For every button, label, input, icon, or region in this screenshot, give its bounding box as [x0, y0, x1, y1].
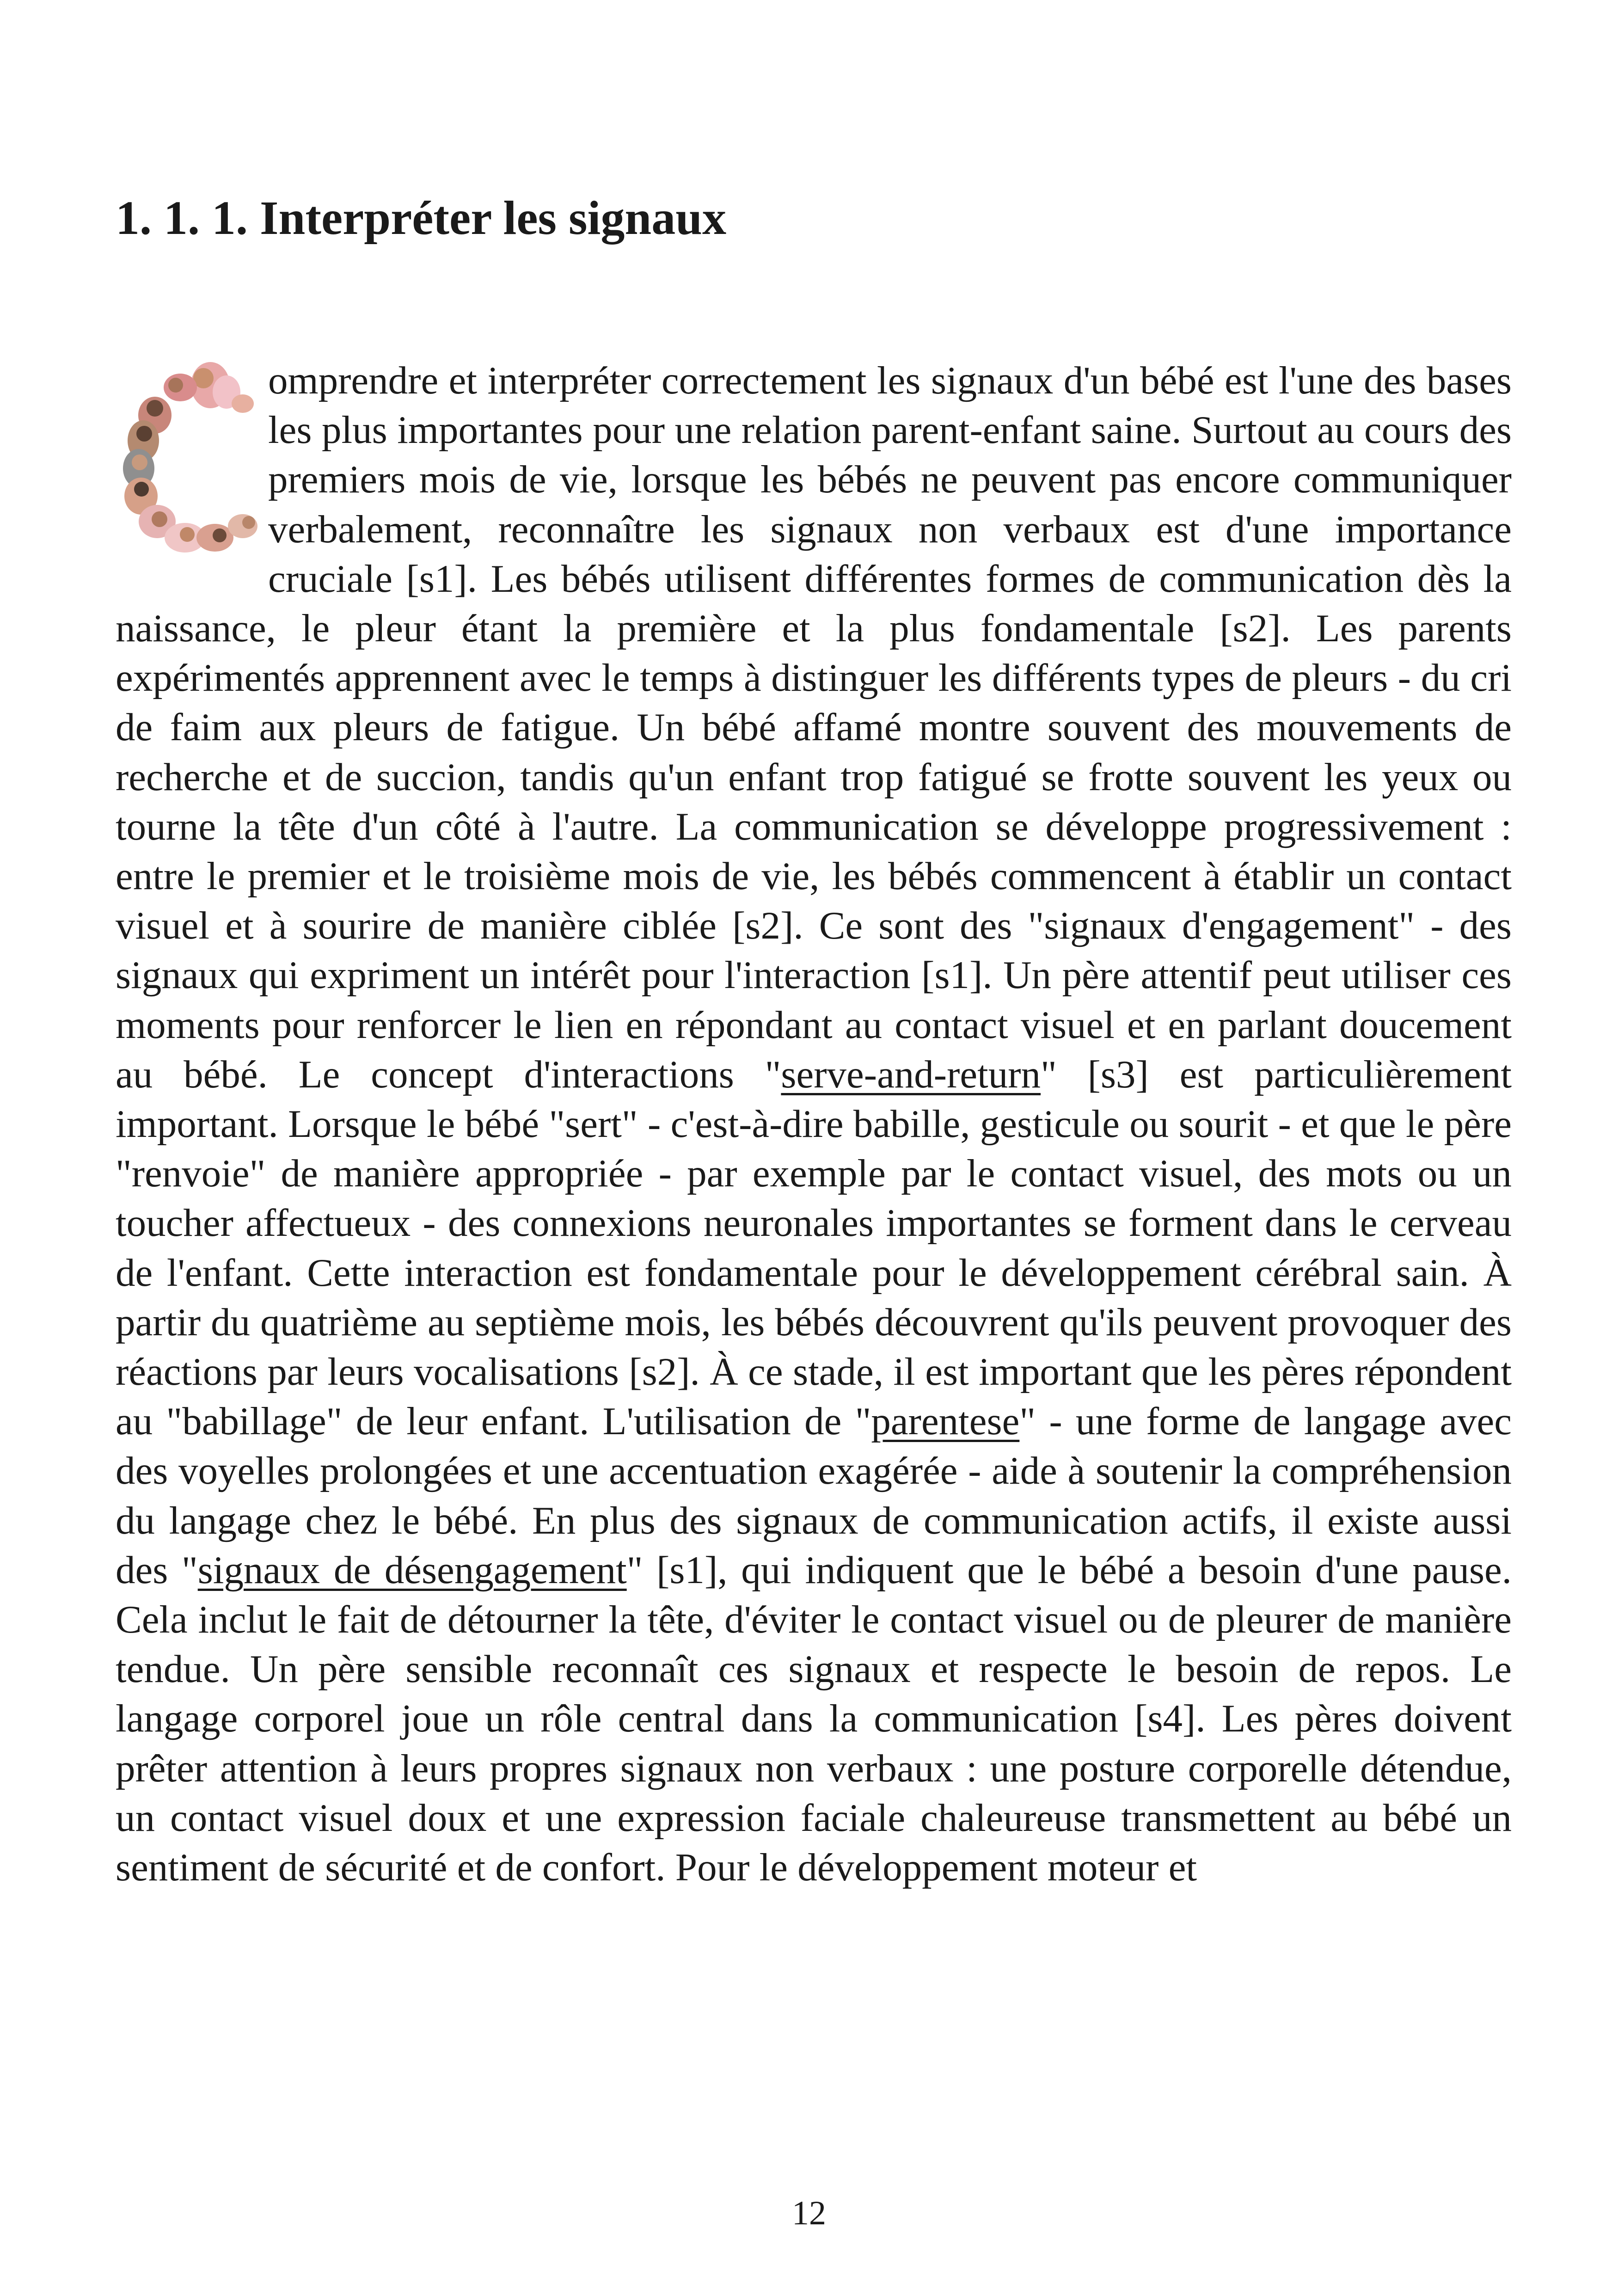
link-parentese[interactable]: parentese	[871, 1400, 1020, 1443]
body-text-segment: omprendre et interpréter correctement les signaux d'un bébé est l'une des bases les plus importantes pour une relation parent-enfant saine. Surtout au cours des premiers mois de vie, lorsque les bébés ne peuvent pas encore communiquer verbalement, reconnaître les signaux non verbaux est d'une importance cruciale [s1]. Les bébés utilisent différentes formes de communication dès la naissance, le pleur étant la première et la plus fondamentale [s2]. Les parents expérimentés apprennent avec le temps à distinguer les différents types de pleurs - du cri de faim aux pleurs de fatigue. Un bébé affamé montre souvent des mouvements de recherche et de succion, tandis qu'un enfant trop fatigué se frotte souvent les yeux ou tourne la tête d'un côté à l'autre. La communication se développe progressivement : entre le premier et le troisième mois de vie, les bébés commencent à établir un contact visuel et à sourire de manière ciblée [s2]. Ce sont des "signaux d'engagement" - des signaux qui expriment un intérêt pour l'interaction [s1]. Un père attentif peut utiliser ces moments pour renforcer le lien en répondant au contact visuel et en parlant doucement au bébé. Le concept d'interactions "	[116, 359, 1512, 1096]
link-serve-and-return[interactable]: serve-and-return	[781, 1052, 1041, 1096]
link-signaux-de-desengagement[interactable]: signaux de désengagement	[197, 1548, 627, 1592]
page-number: 12	[792, 2194, 826, 2232]
dropcap-figure-group	[123, 362, 257, 553]
body-paragraph	[116, 356, 1512, 1892]
body-text-segment: " [s3] est particulièrement important. Lorsque le bébé "sert" - c'est-à-dire babille, gesticule ou sourit - et que le père "renvoie" de manière appropriée - par exemple par le contact visuel, des mots ou un toucher affectueux - des connexions neuronales importantes se forment dans le cerveau de l'enfant. Cette interaction est fondamentale pour le développement cérébral sain. À partir du quatrième au septième mois, les bébés découvrent qu'ils peuvent provoquer des réactions par leurs vocalisations [s2]. À ce stade, il est important que les pères répondent au "babillage" de leur enfant. L'utilisation de "	[116, 1052, 1512, 1443]
dropcap-c-image	[111, 360, 264, 559]
body-text-segment: " - une forme de langage avec des voyelles prolongées et une accentuation exagérée - aide à soutenir la compréhension du langage chez le bébé. En plus des signaux de communication actifs, il existe aussi des "	[116, 1400, 1512, 1592]
section-heading: 1. 1. 1. Interpréter les signaux	[116, 191, 727, 245]
body-text-segment: " [s1], qui indiquent que le bébé a besoin d'une pause. Cela inclut le fait de détourner la tête, d'éviter le contact visuel ou de pleurer de manière tendue. Un père sensible reconnaît ces signaux et respecte le besoin de repos. Le langage corporel joue un rôle central dans la communication [s4]. Les pères doivent prêter attention à leurs propres signaux non verbaux : une posture corporelle détendue, un contact visuel doux et une expression faciale chaleureuse transmettent au bébé un sentiment de sécurité et de confort. Pour le développement moteur et	[116, 1548, 1512, 1890]
